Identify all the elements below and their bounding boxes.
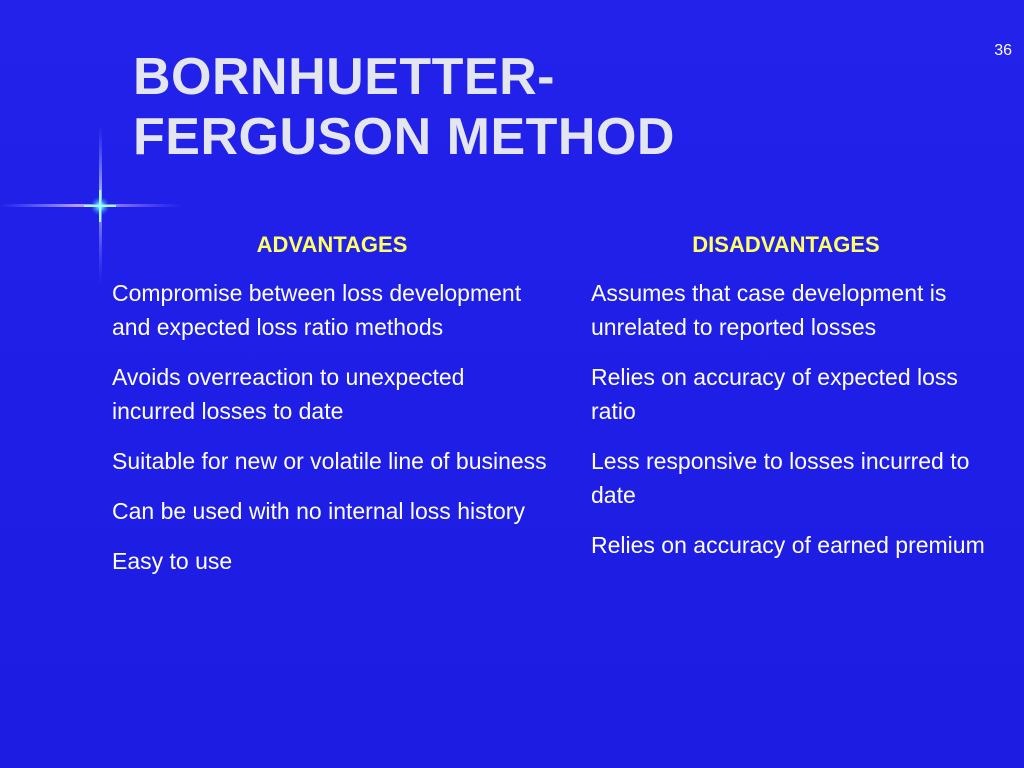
advantage-item: Easy to use xyxy=(112,548,233,574)
advantage-item: Compromise between loss development and expected loss ratio methods xyxy=(112,280,522,340)
disadvantage-item: Relies on accuracy of earned premium xyxy=(591,532,985,558)
title-line-1: BORNHUETTER- xyxy=(133,48,555,106)
disadvantage-item: Relies on accuracy of expected loss ratio xyxy=(591,364,958,424)
page-number: 36 xyxy=(994,42,1012,59)
title-line-2: FERGUSON METHOD xyxy=(133,108,675,166)
disadvantage-item: Assumes that case development is unrelated to reported losses xyxy=(591,280,947,340)
comparison-columns xyxy=(112,228,992,708)
advantage-item: Avoids overreaction to unexpected incurred losses to date xyxy=(112,364,465,424)
advantages-header: ADVANTAGES xyxy=(256,232,408,257)
advantages-column xyxy=(112,228,552,594)
slide-title xyxy=(133,47,675,167)
advantage-item: Suitable for new or volatile line of business xyxy=(112,448,547,474)
advantage-item: Can be used with no internal loss history xyxy=(112,498,525,524)
disadvantages-header: DISADVANTAGES xyxy=(692,232,880,257)
disadvantages-column xyxy=(591,228,991,578)
disadvantage-item: Less responsive to losses incurred to date xyxy=(591,448,970,508)
